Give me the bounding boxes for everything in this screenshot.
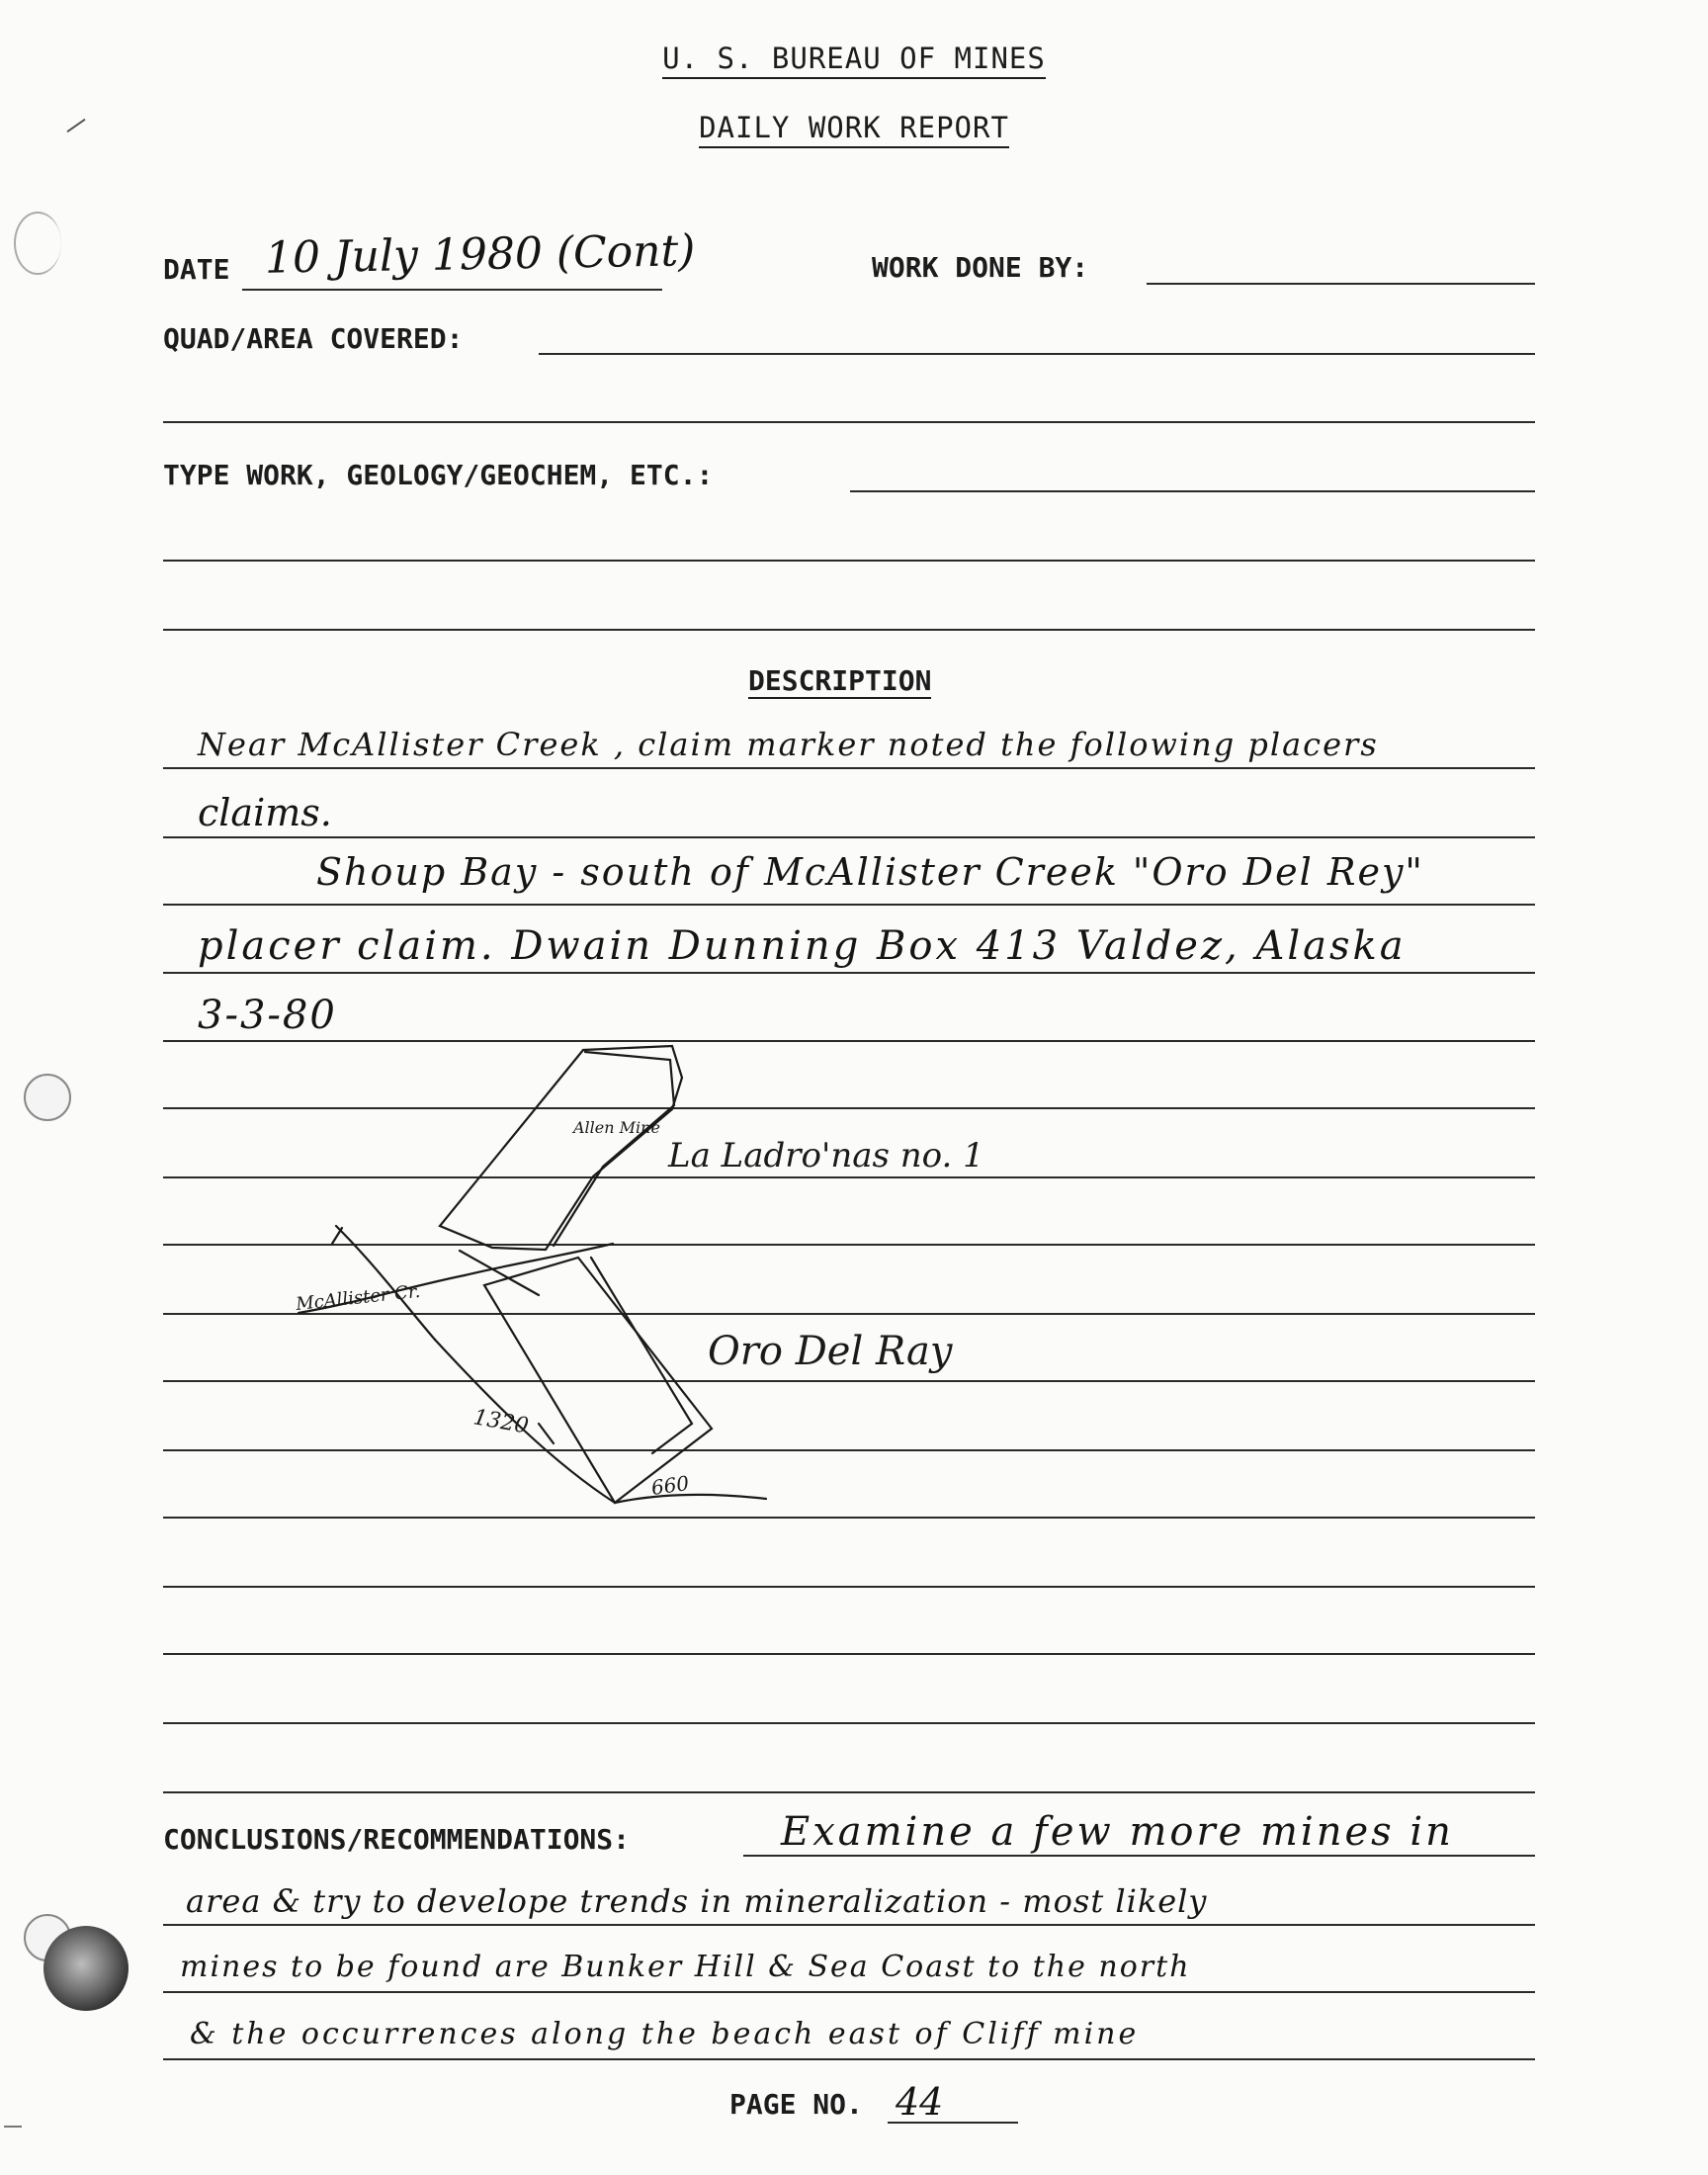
work-done-by-label: WORK DONE BY: <box>872 251 1089 284</box>
claim-1-outline <box>440 1046 682 1250</box>
creek-tick <box>332 1228 342 1244</box>
claim-1-inner <box>554 1052 674 1246</box>
conclusions-line-1 <box>743 1855 1535 1857</box>
conclusions-line-3-text[interactable]: mines to be found are Bunker Hill & Sea Coast to the north <box>180 1950 1191 1984</box>
conclusions-line-2 <box>163 1924 1535 1926</box>
report-title: DAILY WORK REPORT <box>0 111 1708 144</box>
creek-label: McAllister Cr. <box>295 1280 422 1315</box>
conclusions-line-1-text[interactable]: Examine a few more mines in <box>781 1809 1454 1855</box>
stray-mark-left-edge <box>4 2126 22 2128</box>
claim-1-label: La Ladro'nas no. 1 <box>668 1136 984 1175</box>
quad-area-label: QUAD/AREA COVERED: <box>163 322 464 355</box>
description-heading: DESCRIPTION <box>748 664 932 697</box>
conclusions-line-4-text[interactable]: & the occurrences along the beach east of Cliff mine <box>190 2017 1140 2051</box>
description-line-1: Near McAllister Creek , claim marker noted the following placers <box>198 726 1379 763</box>
description-line-5: 3-3-80 <box>198 993 337 1038</box>
type-work-label: TYPE WORK, GEOLOGY/GEOCHEM, ETC.: <box>163 459 714 491</box>
claim-2-inner <box>591 1258 692 1453</box>
conclusions-line-2-text[interactable]: area & try to develope trends in mineralization - most likely <box>186 1882 1208 1920</box>
conclusions-line-3 <box>163 1991 1535 1993</box>
agency-title: U. S. BUREAU OF MINES <box>0 42 1708 75</box>
claim-2-label: Oro Del Ray <box>708 1329 953 1374</box>
dimension-1320: 1320 <box>470 1405 531 1439</box>
date-label: DATE <box>163 253 230 286</box>
conclusions-line-4 <box>163 2058 1535 2060</box>
description-line-4: placer claim. Dwain Dunning Box 413 Valdez, Alaska <box>198 923 1407 969</box>
description-line-2: claims. <box>198 791 332 834</box>
mine-label: Allen Mine <box>573 1118 660 1137</box>
dimension-660: 660 <box>649 1470 691 1500</box>
baseline-tail <box>615 1495 766 1503</box>
date-value[interactable]: 10 July 1980 (Cont) <box>264 225 696 284</box>
description-line-3: Shoup Bay - south of McAllister Creek "Oro Del Rey" <box>316 850 1424 894</box>
dim-tick-1320 <box>539 1424 554 1443</box>
page-number-value[interactable]: 44 <box>896 2080 944 2124</box>
page-number-label: PAGE NO. <box>729 2088 863 2121</box>
creek-branch <box>336 1226 435 1340</box>
claim-2-outline <box>484 1258 712 1503</box>
conclusions-label: CONCLUSIONS/RECOMMENDATIONS: <box>163 1823 631 1856</box>
